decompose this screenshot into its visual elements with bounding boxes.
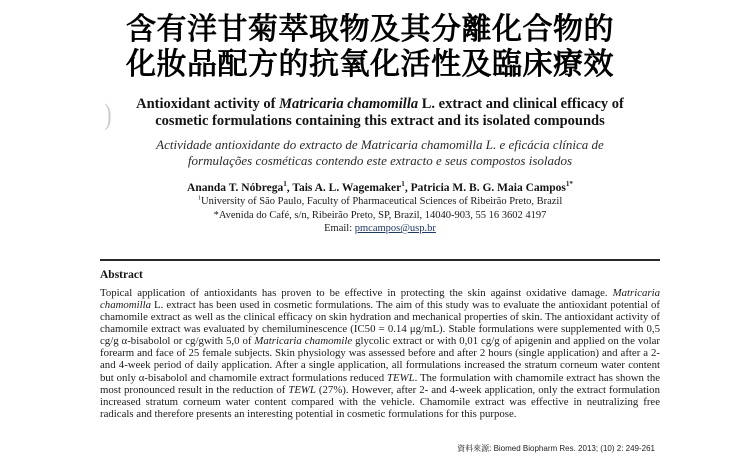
slide-title-zh — [0, 12, 740, 82]
slide-title-zh-line2: 化妝品配方的抗氧化活性及臨床療效 — [126, 48, 614, 81]
source-citation: 資料來源: Biomed Biopharm Res. 2013; (10) 2: 249-261 — [457, 444, 655, 453]
scan-artifact: ) — [104, 98, 112, 131]
email-label: Email: — [324, 223, 355, 234]
paper-title-pt: Actividade antioxidante do extracto de Matricaria chamomilla L. e eficácia clínica de formulações cosméticas contendo este extracto e seus compostos isolados — [156, 137, 604, 168]
section-divider — [100, 259, 660, 261]
abstract-heading: Abstract — [100, 268, 143, 281]
email-link[interactable]: pmcampos@usp.br — [354, 223, 436, 234]
paper-affiliation: $^1$University of São Paulo, Faculty of Pharmaceutical Sciences of Ribeirão Preto, Brazil — [197, 194, 563, 207]
paper-email-line — [100, 222, 660, 236]
paper-page — [100, 88, 660, 431]
abstract-body: Topical application of antioxidants has proven to be effective in protecting the skin against oxidative damage. Matricaria chamomilla L. extract has been used in cosmetic formulations. The aim of this study was to evaluate the antioxidant potential of chamomile extract as well as the clinical efficacy on skin hydration and mechanical properties of skin. The antioxidant activity of chamomile extract was evaluated by chemiluminescence (IC50 = 0.14 μg/mL). Stable formulations were supplemented with 0,5 cg/g α-bisabolol or cg/gwith 5,0 of Matricaria chamomile glycolic extract or with 0,01 cg/g of apigenin and applied on the volar forearm and face of 25 female subjects. Skin physiology was assessed before and after 2 hours (single application) and after a 2- and 4-week period of daily application. After a single application, all formulations increased the stratum corneum water content but only α-bisabolol and chamomile extract formulations reduced TEWL. The formulation with chamomile extract has shown the most pronounced result in the reduction of TEWL (27%). However, after 2- and 4-week application, only the extract formulation increased stratum corneum water content compared with the vehicle. Chamomile extract was effective in neutralizing free radicals and therefore presents an interesting potential in cosmetic formulations for this purpose. — [100, 286, 661, 421]
paper-address: *Avenida do Café, s/n, Ribeirão Preto, SP, Brazil, 14040-903, 55 16 3602 4197 — [213, 209, 547, 221]
slide-title-zh-line1: 含有洋甘菊萃取物及其分離化合物的 — [126, 13, 614, 46]
paper-title-en: Antioxidant activity of Matricaria chamomilla L. extract and clinical efficacy of cosmetic formulations containing this extract and its isolated compounds — [136, 96, 624, 129]
paper-authors: Ananda T. Nóbrega$^1$, Tais A. L. Wagemaker$^1$, Patricia M. B. G. Maia Campos$^{1*}$ — [187, 180, 573, 194]
